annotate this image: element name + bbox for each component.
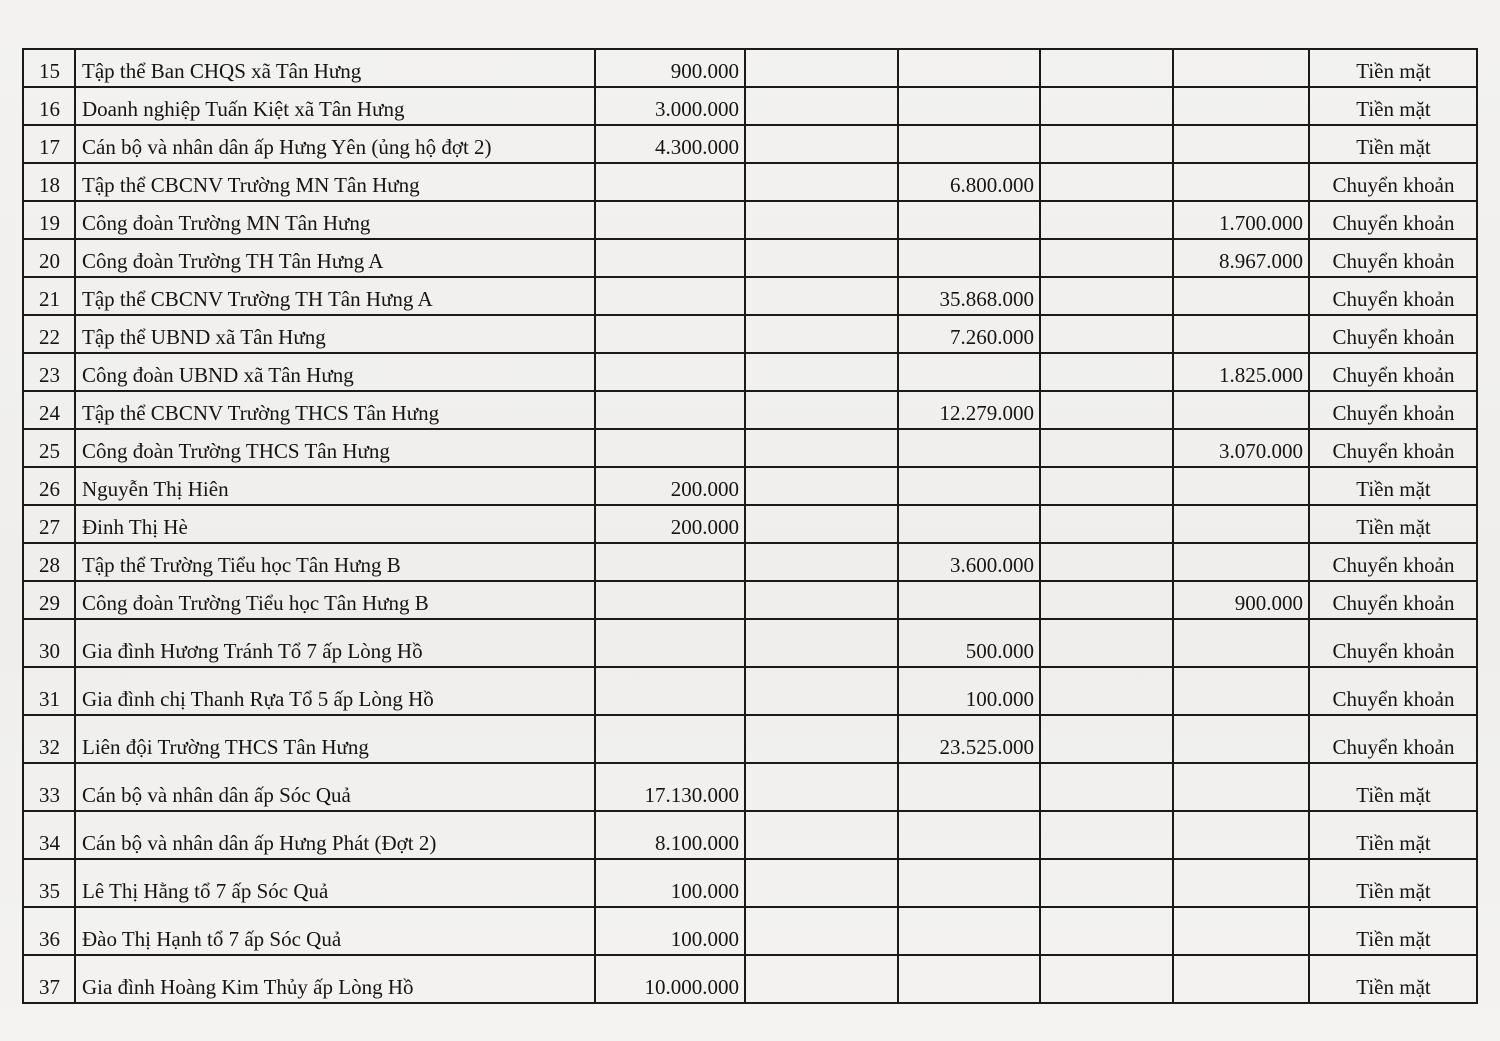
payment-method: Tiền mặt (1309, 955, 1477, 1003)
donor-name: Gia đình chị Thanh Rựa Tổ 5 ấp Lòng Hồ (75, 667, 595, 715)
amount-cell (745, 467, 898, 505)
payment-method: Tiền mặt (1309, 505, 1477, 543)
payment-method: Chuyển khoản (1309, 277, 1477, 315)
amount-cell: 7.260.000 (898, 315, 1040, 353)
payment-method: Chuyển khoản (1309, 543, 1477, 581)
amount-cell (1173, 543, 1309, 581)
amount-cell (595, 277, 745, 315)
payment-method: Chuyển khoản (1309, 353, 1477, 391)
row-number: 22 (23, 315, 75, 353)
donor-name: Tập thể CBCNV Trường THCS Tân Hưng (75, 391, 595, 429)
donor-name: Tập thể CBCNV Trường TH Tân Hưng A (75, 277, 595, 315)
donor-name: Đinh Thị Hè (75, 505, 595, 543)
amount-cell (745, 715, 898, 763)
amount-cell (745, 955, 898, 1003)
amount-cell (1040, 667, 1173, 715)
amount-cell (745, 49, 898, 87)
amount-cell (745, 763, 898, 811)
amount-cell (898, 955, 1040, 1003)
amount-cell: 23.525.000 (898, 715, 1040, 763)
amount-cell (1040, 715, 1173, 763)
donor-name: Tập thể Ban CHQS xã Tân Hưng (75, 49, 595, 87)
amount-cell (1040, 763, 1173, 811)
amount-cell (1040, 907, 1173, 955)
row-number: 20 (23, 239, 75, 277)
payment-method: Chuyển khoản (1309, 315, 1477, 353)
amount-cell (1040, 955, 1173, 1003)
amount-cell (745, 811, 898, 859)
row-number: 25 (23, 429, 75, 467)
donor-name: Công đoàn UBND xã Tân Hưng (75, 353, 595, 391)
row-number: 23 (23, 353, 75, 391)
amount-cell (1040, 353, 1173, 391)
amount-cell (1040, 859, 1173, 907)
amount-cell: 900.000 (595, 49, 745, 87)
amount-cell (745, 859, 898, 907)
amount-cell (898, 907, 1040, 955)
payment-method: Chuyển khoản (1309, 391, 1477, 429)
table-row (23, 505, 1477, 543)
table-row (23, 353, 1477, 391)
amount-cell (595, 391, 745, 429)
amount-cell (1173, 505, 1309, 543)
amount-cell (745, 429, 898, 467)
amount-cell (595, 201, 745, 239)
table-row (23, 163, 1477, 201)
amount-cell (898, 505, 1040, 543)
table-row (23, 315, 1477, 353)
amount-cell (1040, 201, 1173, 239)
amount-cell (1040, 125, 1173, 163)
table-row (23, 391, 1477, 429)
amount-cell (1173, 87, 1309, 125)
amount-cell (898, 811, 1040, 859)
donor-name: Liên đội Trường THCS Tân Hưng (75, 715, 595, 763)
amount-cell (1040, 315, 1173, 353)
row-number: 19 (23, 201, 75, 239)
amount-cell (898, 201, 1040, 239)
amount-cell (898, 125, 1040, 163)
row-number: 36 (23, 907, 75, 955)
amount-cell (898, 581, 1040, 619)
row-number: 35 (23, 859, 75, 907)
table-row (23, 49, 1477, 87)
amount-cell: 12.279.000 (898, 391, 1040, 429)
amount-cell (1040, 505, 1173, 543)
table-row (23, 543, 1477, 581)
row-number: 28 (23, 543, 75, 581)
amount-cell: 900.000 (1173, 581, 1309, 619)
table-row (23, 667, 1477, 715)
amount-cell (898, 763, 1040, 811)
amount-cell (1173, 955, 1309, 1003)
amount-cell (1173, 859, 1309, 907)
amount-cell (1173, 163, 1309, 201)
amount-cell: 200.000 (595, 505, 745, 543)
amount-cell (595, 581, 745, 619)
amount-cell: 6.800.000 (898, 163, 1040, 201)
amount-cell (595, 239, 745, 277)
amount-cell (745, 505, 898, 543)
row-number: 15 (23, 49, 75, 87)
table-row (23, 201, 1477, 239)
amount-cell: 200.000 (595, 467, 745, 505)
amount-cell: 4.300.000 (595, 125, 745, 163)
donor-name: Cán bộ và nhân dân ấp Sóc Quả (75, 763, 595, 811)
amount-cell: 35.868.000 (898, 277, 1040, 315)
amount-cell (898, 429, 1040, 467)
amount-cell: 3.070.000 (1173, 429, 1309, 467)
amount-cell (745, 163, 898, 201)
donor-name: Tập thể CBCNV Trường MN Tân Hưng (75, 163, 595, 201)
amount-cell (745, 667, 898, 715)
donor-name: Đào Thị Hạnh tổ 7 ấp Sóc Quả (75, 907, 595, 955)
amount-cell (1040, 87, 1173, 125)
amount-cell: 17.130.000 (595, 763, 745, 811)
row-number: 34 (23, 811, 75, 859)
payment-method: Chuyển khoản (1309, 429, 1477, 467)
donor-name: Gia đình Hoàng Kim Thủy ấp Lòng Hồ (75, 955, 595, 1003)
amount-cell (595, 315, 745, 353)
amount-cell: 1.700.000 (1173, 201, 1309, 239)
payment-method: Tiền mặt (1309, 907, 1477, 955)
amount-cell (1040, 429, 1173, 467)
amount-cell: 100.000 (595, 859, 745, 907)
table-row (23, 715, 1477, 763)
amount-cell (1173, 467, 1309, 505)
row-number: 27 (23, 505, 75, 543)
donor-name: Nguyễn Thị Hiên (75, 467, 595, 505)
row-number: 37 (23, 955, 75, 1003)
payment-method: Tiền mặt (1309, 467, 1477, 505)
row-number: 16 (23, 87, 75, 125)
row-number: 17 (23, 125, 75, 163)
amount-cell (745, 543, 898, 581)
row-number: 30 (23, 619, 75, 667)
table-row (23, 955, 1477, 1003)
amount-cell (745, 125, 898, 163)
amount-cell (1173, 125, 1309, 163)
donor-name: Công đoàn Trường THCS Tân Hưng (75, 429, 595, 467)
amount-cell (1173, 49, 1309, 87)
amount-cell (898, 239, 1040, 277)
amount-cell (1173, 619, 1309, 667)
amount-cell (595, 543, 745, 581)
amount-cell (898, 859, 1040, 907)
donation-table (22, 48, 1478, 1004)
amount-cell (1173, 315, 1309, 353)
payment-method: Chuyển khoản (1309, 201, 1477, 239)
amount-cell: 100.000 (595, 907, 745, 955)
amount-cell (745, 353, 898, 391)
table-row (23, 859, 1477, 907)
donor-name: Cán bộ và nhân dân ấp Hưng Phát (Đợt 2) (75, 811, 595, 859)
donor-name: Công đoàn Trường TH Tân Hưng A (75, 239, 595, 277)
amount-cell: 10.000.000 (595, 955, 745, 1003)
payment-method: Tiền mặt (1309, 859, 1477, 907)
amount-cell (898, 353, 1040, 391)
amount-cell (898, 49, 1040, 87)
amount-cell (1040, 619, 1173, 667)
table-row (23, 763, 1477, 811)
payment-method: Tiền mặt (1309, 87, 1477, 125)
amount-cell (745, 315, 898, 353)
amount-cell (1040, 391, 1173, 429)
amount-cell (595, 429, 745, 467)
payment-method: Tiền mặt (1309, 811, 1477, 859)
amount-cell (1040, 811, 1173, 859)
amount-cell (595, 163, 745, 201)
table-row (23, 619, 1477, 667)
payment-method: Chuyển khoản (1309, 239, 1477, 277)
row-number: 31 (23, 667, 75, 715)
table-row (23, 239, 1477, 277)
amount-cell (745, 87, 898, 125)
table-row (23, 467, 1477, 505)
table-row (23, 277, 1477, 315)
amount-cell (1040, 277, 1173, 315)
amount-cell (1040, 49, 1173, 87)
amount-cell (1173, 715, 1309, 763)
row-number: 24 (23, 391, 75, 429)
donor-name: Doanh nghiệp Tuấn Kiệt xã Tân Hưng (75, 87, 595, 125)
amount-cell (745, 581, 898, 619)
table-row (23, 87, 1477, 125)
amount-cell: 1.825.000 (1173, 353, 1309, 391)
amount-cell (898, 467, 1040, 505)
table-row (23, 429, 1477, 467)
amount-cell (745, 277, 898, 315)
amount-cell (898, 87, 1040, 125)
amount-cell (745, 239, 898, 277)
donor-name: Công đoàn Trường Tiểu học Tân Hưng B (75, 581, 595, 619)
amount-cell (595, 619, 745, 667)
table-row (23, 907, 1477, 955)
row-number: 18 (23, 163, 75, 201)
amount-cell (745, 907, 898, 955)
table-row (23, 125, 1477, 163)
amount-cell (745, 201, 898, 239)
amount-cell: 8.967.000 (1173, 239, 1309, 277)
amount-cell: 100.000 (898, 667, 1040, 715)
payment-method: Tiền mặt (1309, 125, 1477, 163)
payment-method: Chuyển khoản (1309, 619, 1477, 667)
amount-cell (1040, 239, 1173, 277)
amount-cell (595, 715, 745, 763)
donor-name: Công đoàn Trường MN Tân Hưng (75, 201, 595, 239)
payment-method: Chuyển khoản (1309, 667, 1477, 715)
amount-cell (1173, 811, 1309, 859)
row-number: 29 (23, 581, 75, 619)
amount-cell (595, 667, 745, 715)
amount-cell (1040, 543, 1173, 581)
amount-cell (1040, 467, 1173, 505)
amount-cell (745, 619, 898, 667)
row-number: 32 (23, 715, 75, 763)
payment-method: Chuyển khoản (1309, 163, 1477, 201)
amount-cell (745, 391, 898, 429)
row-number: 26 (23, 467, 75, 505)
amount-cell: 8.100.000 (595, 811, 745, 859)
amount-cell (1173, 907, 1309, 955)
amount-cell (1173, 391, 1309, 429)
amount-cell: 500.000 (898, 619, 1040, 667)
amount-cell (1173, 763, 1309, 811)
row-number: 21 (23, 277, 75, 315)
table-body (23, 49, 1477, 1003)
donor-name: Tập thể Trường Tiểu học Tân Hưng B (75, 543, 595, 581)
payment-method: Tiền mặt (1309, 49, 1477, 87)
donor-name: Tập thể UBND xã Tân Hưng (75, 315, 595, 353)
table-row (23, 811, 1477, 859)
payment-method: Tiền mặt (1309, 763, 1477, 811)
amount-cell: 3.600.000 (898, 543, 1040, 581)
table-row (23, 581, 1477, 619)
row-number: 33 (23, 763, 75, 811)
amount-cell (1173, 667, 1309, 715)
donor-name: Lê Thị Hằng tổ 7 ấp Sóc Quả (75, 859, 595, 907)
payment-method: Chuyển khoản (1309, 715, 1477, 763)
amount-cell (1040, 581, 1173, 619)
amount-cell (595, 353, 745, 391)
payment-method: Chuyển khoản (1309, 581, 1477, 619)
amount-cell: 3.000.000 (595, 87, 745, 125)
amount-cell (1040, 163, 1173, 201)
donor-name: Cán bộ và nhân dân ấp Hưng Yên (ủng hộ đợt 2) (75, 125, 595, 163)
amount-cell (1173, 277, 1309, 315)
donor-name: Gia đình Hương Tránh Tổ 7 ấp Lòng Hồ (75, 619, 595, 667)
